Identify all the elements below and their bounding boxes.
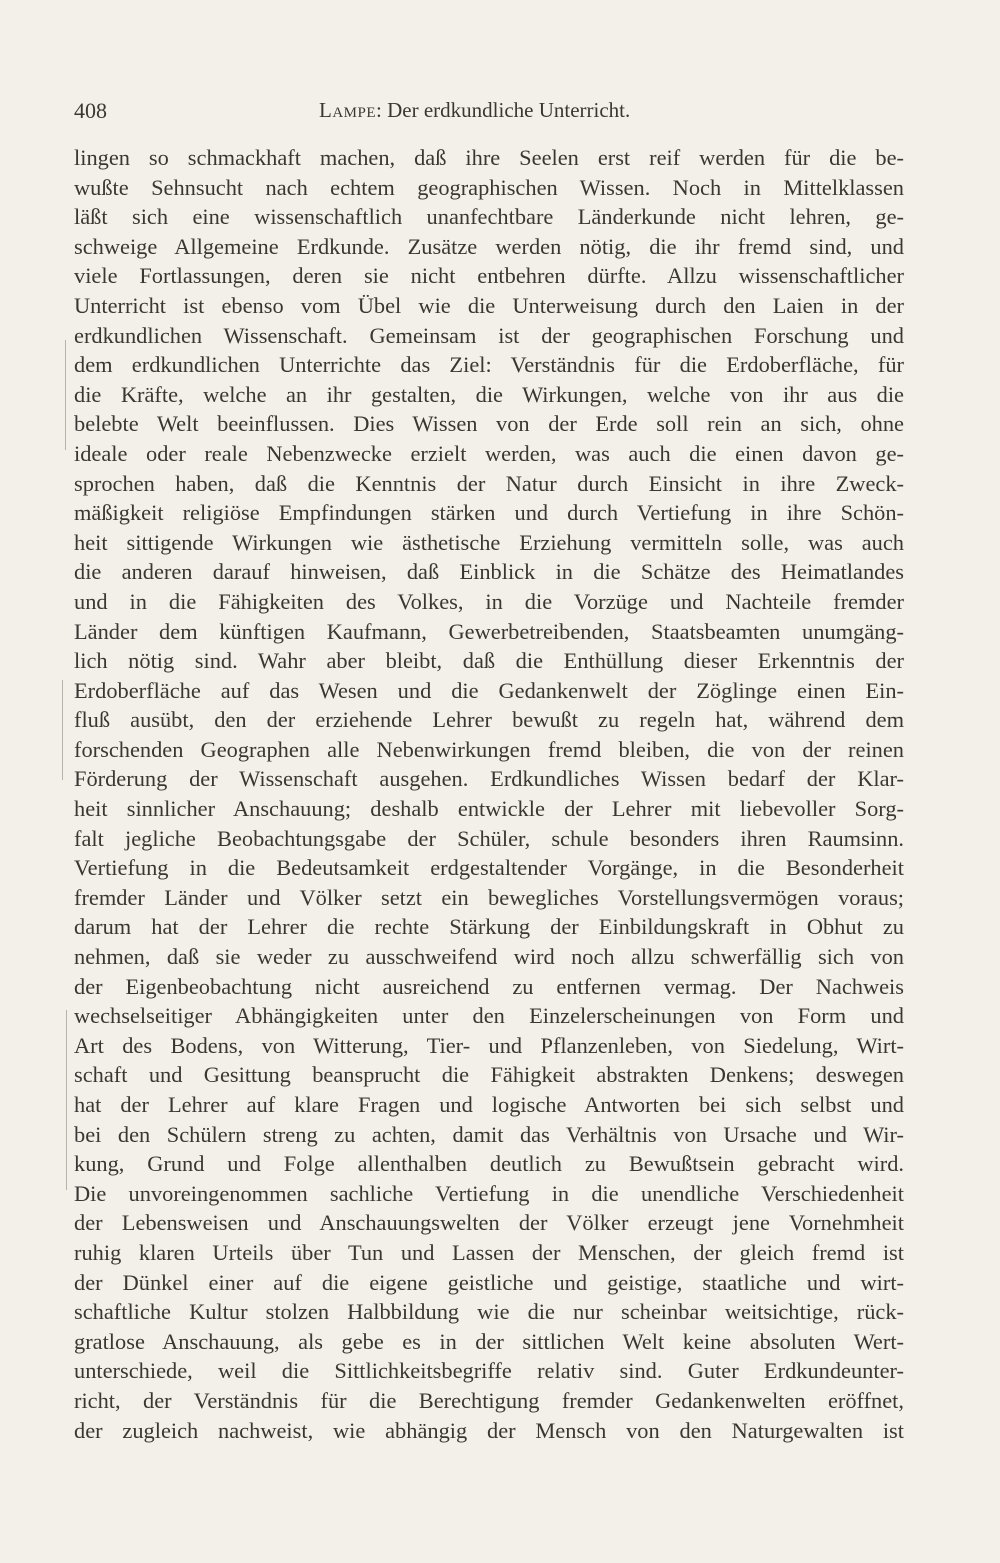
text-line: der Dünkel einer auf die eigene geistliche und geistige, staatliche und wirt-	[74, 1269, 904, 1295]
text-line: belebte Welt beeinflussen. Dies Wissen von der Erde soll rein an sich, ohne	[74, 411, 904, 437]
text-line: heit sittigende Wirkungen wie ästhetische Erziehung vermitteln solle, was auch	[74, 529, 904, 555]
text-line: fluß ausübt, den der erziehende Lehrer bewußt zu regeln hat, während dem	[74, 707, 904, 733]
text-line: erdkundlichen Wissenschaft. Gemeinsam ist der geographischen Forschung und	[74, 322, 904, 348]
text-line: unterschiede, weil die Sittlichkeitsbegriffe relativ sind. Guter Erdkundeunter-	[74, 1358, 904, 1384]
text-line: Die unvoreingenommen sachliche Vertiefung in die unendliche Verschiedenheit	[74, 1180, 904, 1206]
text-line: schweige Allgemeine Erdkunde. Zusätze werden nötig, die ihr fremd sind, und	[74, 233, 904, 259]
text-line: dem erdkundlichen Unterrichte das Ziel: Verständnis für die Erdoberfläche, für	[74, 352, 904, 378]
text-line: fremder Länder und Völker setzt ein bewegliches Vorstellungsvermögen voraus;	[74, 884, 904, 910]
text-line: kung, Grund und Folge allenthalben deutlich zu Bewußtsein gebracht wird.	[74, 1151, 904, 1177]
text-line: Erdoberfläche auf das Wesen und die Gedankenwelt der Zöglinge einen Ein-	[74, 677, 904, 703]
text-line: mäßigkeit religiöse Empfindungen stärken und durch Vertiefung in ihre Schön-	[74, 500, 904, 526]
text-line: falt jegliche Beobachtungsgabe der Schüler, schule besonders ihren Raumsinn.	[74, 825, 904, 851]
text-line: hat der Lehrer auf klare Fragen und logische Antworten bei sich selbst und	[74, 1092, 904, 1117]
text-line: Förderung der Wissenschaft ausgehen. Erdkundliches Wissen bedarf der Klar-	[74, 766, 904, 792]
header-author: Lampe	[319, 98, 377, 122]
page-number: 408	[74, 98, 107, 123]
text-line: richt, der Verständnis für die Berechtigung fremder Gedankenwelten eröffnet,	[74, 1387, 904, 1413]
text-line: wußte Sehnsucht nach echtem geographischen Wissen. Noch in Mittelklassen	[74, 174, 904, 200]
text-line: der zugleich nachweist, wie abhängig der Mensch von den Naturgewalten ist	[74, 1417, 904, 1443]
text-line: heit sinnlicher Anschauung; deshalb entwickle der Lehrer mit liebevoller Sorg-	[74, 796, 904, 822]
text-line: nehmen, daß sie weder zu ausschweifend wird noch allzu schwerfällig sich von	[74, 944, 904, 970]
text-line: Art des Bodens, von Witterung, Tier- und Pflanzenleben, von Siedelung, Wirt-	[74, 1032, 904, 1058]
text-line: ideale oder reale Nebenzwecke erzielt werden, was auch die einen davon ge-	[74, 440, 904, 466]
text-line: ruhig klaren Urteils über Tun und Lassen der Menschen, der gleich fremd ist	[74, 1239, 904, 1265]
text-line: Vertiefung in die Bedeutsamkeit erdgestaltender Vorgänge, in die Besonderheit	[74, 855, 904, 881]
text-line: schaftliche Kultur stolzen Halbbildung wie die nur scheinbar weitsichtige, rück-	[74, 1299, 904, 1325]
text-line: darum hat der Lehrer die rechte Stärkung der Einbildungskraft in Obhut zu	[74, 914, 904, 940]
text-line: lich nötig sind. Wahr aber bleibt, daß die Enthüllung dieser Erkenntnis der	[74, 648, 904, 674]
text-line: läßt sich eine wissenschaftlich unanfechtbare Länderkunde nicht lehren, ge-	[74, 204, 904, 230]
body-text	[74, 143, 904, 1445]
header-separator: :	[376, 98, 382, 122]
text-line: schaft und Gesittung beansprucht die Fähigkeit abstrakten Denkens; deswegen	[74, 1062, 904, 1088]
text-line: viele Fortlassungen, deren sie nicht entbehren dürfte. Allzu wissenschaftlicher	[74, 263, 904, 289]
text-line: und in die Fähigkeiten des Volkes, in die Vorzüge und Nachteile fremder	[74, 588, 904, 614]
text-line: die anderen darauf hinweisen, daß Einblick in die Schätze des Heimatlandes	[74, 559, 904, 585]
text-line: Länder dem künftigen Kaufmann, Gewerbetreibenden, Staatsbeamten unumgäng-	[74, 618, 904, 644]
text-line: wechselseitiger Abhängigkeiten unter den Einzelerscheinungen von Form und	[74, 1003, 904, 1029]
text-line: forschenden Geographen alle Nebenwirkungen fremd bleiben, die von der reinen	[74, 736, 904, 762]
text-line: der Lebensweisen und Anschauungswelten der Völker erzeugt jene Vornehmheit	[74, 1210, 904, 1236]
margin-mark	[62, 680, 63, 780]
text-line: die Kräfte, welche an ihr gestalten, die Wirkungen, welche von ihr aus die	[74, 381, 904, 407]
running-head	[319, 98, 630, 123]
text-line: bei den Schülern streng zu achten, damit das Verhältnis von Ursache und Wir-	[74, 1121, 904, 1147]
margin-mark	[65, 340, 66, 450]
text-line: lingen so schmackhaft machen, daß ihre Seelen erst reif werden für die be-	[74, 145, 904, 170]
text-line: gratlose Anschauung, als gebe es in der sittlichen Welt keine absoluten Wert-	[74, 1328, 904, 1354]
text-line: Unterricht ist ebenso vom Übel wie die Unterweisung durch den Laien in der	[74, 292, 904, 318]
margin-mark	[66, 1010, 67, 1190]
text-line: sprochen haben, daß die Kenntnis der Natur durch Einsicht in ihre Zweck-	[74, 470, 904, 496]
running-header	[74, 98, 904, 128]
header-title: Der erdkundliche Unterricht.	[387, 98, 631, 122]
text-line: der Eigenbeobachtung nicht ausreichend zu entfernen vermag. Der Nachweis	[74, 973, 904, 999]
